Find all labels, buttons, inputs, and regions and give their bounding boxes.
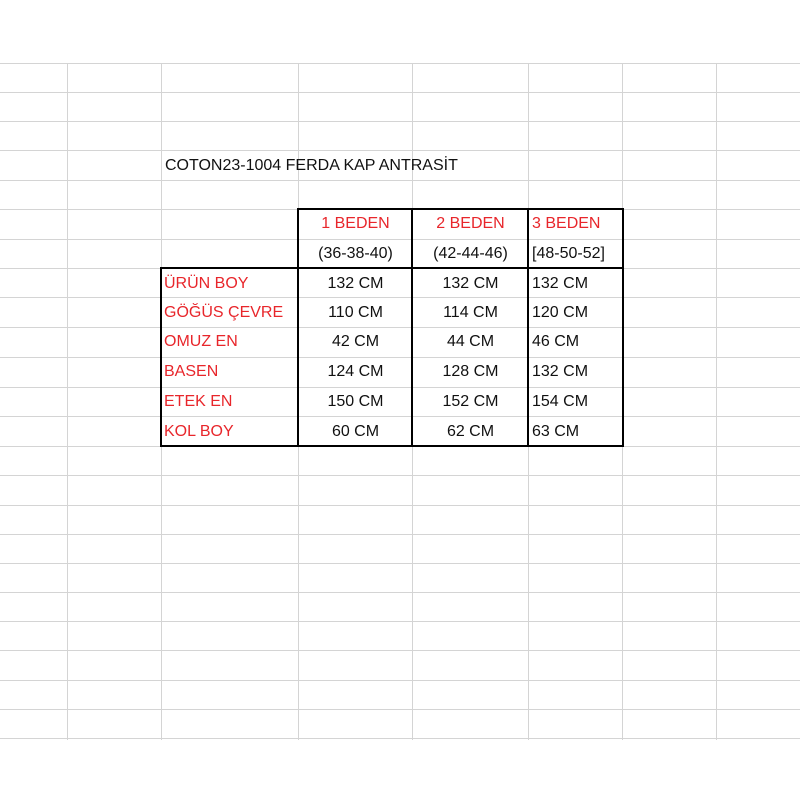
body-divider-1 <box>411 267 413 447</box>
table-cell[interactable]: 154 CM <box>532 393 589 410</box>
header-divider-2 <box>527 208 529 268</box>
body-divider-label <box>297 267 299 447</box>
row-label-kol-boy[interactable]: KOL BOY <box>164 423 234 440</box>
header-divider-1 <box>411 208 413 268</box>
size-header-3[interactable]: 3 BEDEN <box>532 215 601 232</box>
table-cell[interactable]: 152 CM <box>442 393 499 410</box>
table-cell[interactable]: 114 CM <box>443 304 498 321</box>
table-cell[interactable]: 110 CM <box>328 304 383 321</box>
sheet-title[interactable]: COTON23-1004 FERDA KAP ANTRASİT <box>165 157 458 174</box>
table-cell[interactable]: 132 CM <box>532 275 589 292</box>
table-cell[interactable]: 124 CM <box>327 363 384 380</box>
table-cell[interactable]: 132 CM <box>532 363 589 380</box>
table-cell[interactable]: 120 CM <box>532 304 589 321</box>
body-border-bottom <box>160 445 624 447</box>
row-label-omuz-en[interactable]: OMUZ EN <box>164 333 238 350</box>
size-header-1[interactable]: 1 BEDEN <box>321 215 390 232</box>
table-cell[interactable]: 128 CM <box>442 363 499 380</box>
table-cell[interactable]: 62 CM <box>446 423 495 440</box>
row-label-gogus-cevre[interactable]: GÖĞÜS ÇEVRE <box>164 304 284 321</box>
body-border-top <box>160 267 624 269</box>
table-cell[interactable]: 60 CM <box>331 423 380 440</box>
table-cell[interactable]: 46 CM <box>532 333 580 350</box>
table-cell[interactable]: 44 CM <box>446 333 495 350</box>
body-border-left <box>160 267 162 447</box>
header-border-top <box>297 208 624 210</box>
size-range-3[interactable]: [48-50-52] <box>532 245 605 262</box>
row-label-basen[interactable]: BASEN <box>164 363 219 380</box>
body-divider-2 <box>527 267 529 447</box>
row-label-urun-boy[interactable]: ÜRÜN BOY <box>164 275 249 292</box>
table-cell[interactable]: 150 CM <box>327 393 384 410</box>
table-cell[interactable]: 132 CM <box>327 275 384 292</box>
header-border-left <box>297 208 299 268</box>
header-border-right <box>622 208 624 268</box>
size-range-2[interactable]: (42-44-46) <box>433 245 508 262</box>
table-cell[interactable]: 132 CM <box>442 275 499 292</box>
body-border-right <box>622 267 624 447</box>
row-label-etek-en[interactable]: ETEK EN <box>164 393 233 410</box>
table-cell[interactable]: 63 CM <box>532 423 580 440</box>
table-cell[interactable]: 42 CM <box>331 333 380 350</box>
size-header-2[interactable]: 2 BEDEN <box>436 215 505 232</box>
size-range-1[interactable]: (36-38-40) <box>318 245 393 262</box>
